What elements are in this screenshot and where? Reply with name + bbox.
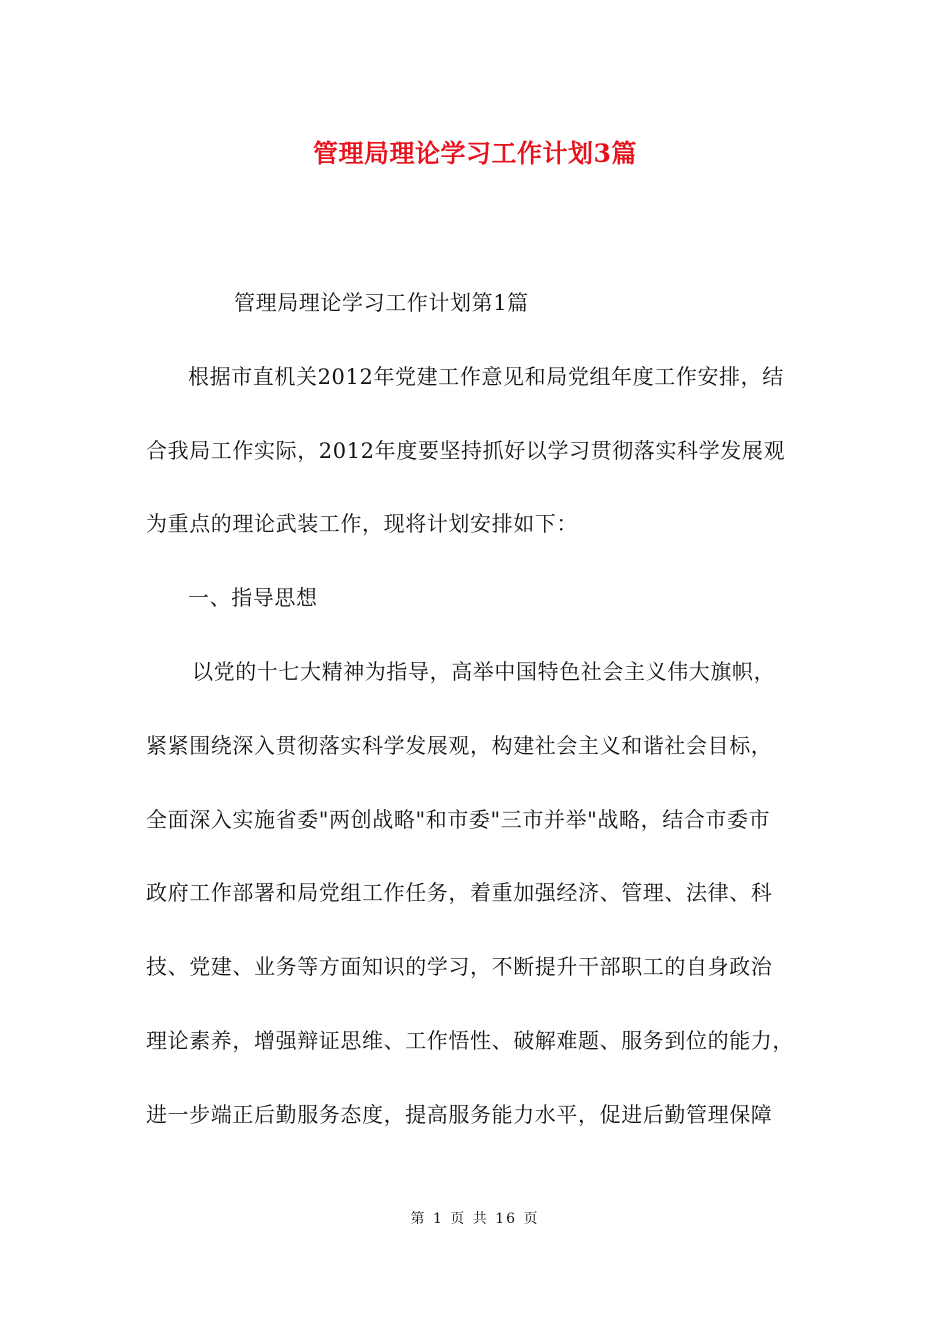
subsection-heading: 一、指导思想 xyxy=(188,586,318,611)
paragraph-line: 全面深入实施省委"两创战略"和市委"三市并举"战略，结合市委市 xyxy=(146,807,771,832)
paragraph-line: 为重点的理论武装工作，现将计划安排如下： xyxy=(146,512,578,537)
paragraph-line: 技、党建、业务等方面知识的学习，不断提升干部职工的自身政治 xyxy=(146,955,773,980)
paragraph-line: 以党的十七大精神为指导，高举中国特色社会主义伟大旗帜， xyxy=(192,659,776,684)
paragraph-line: 紧紧围绕深入贯彻落实科学发展观，构建社会主义和谐社会目标， xyxy=(146,733,773,758)
section-heading: 管理局理论学习工作计划第1篇 xyxy=(234,291,529,315)
paragraph-line: 根据市直机关2012年党建工作意见和局党组年度工作安排，结 xyxy=(188,364,784,389)
page-number-footer: 第 1 页 共 16 页 xyxy=(410,1211,540,1227)
paragraph-line: 进一步端正后勤服务态度，提高服务能力水平，促进后勤管理保障 xyxy=(146,1102,773,1127)
document-body xyxy=(146,267,822,1153)
paragraph-line: 政府工作部署和局党组工作任务，着重加强经济、管理、法律、科 xyxy=(146,881,773,906)
document-title: 管理局理论学习工作计划3篇 xyxy=(313,139,637,168)
paragraph-line: 理论素养，增强辩证思维、工作悟性、破解难题、服务到位的能力， xyxy=(146,1028,794,1053)
paragraph-line: 合我局工作实际，2012年度要坚持抓好以学习贯彻落实科学发展观 xyxy=(146,438,786,463)
